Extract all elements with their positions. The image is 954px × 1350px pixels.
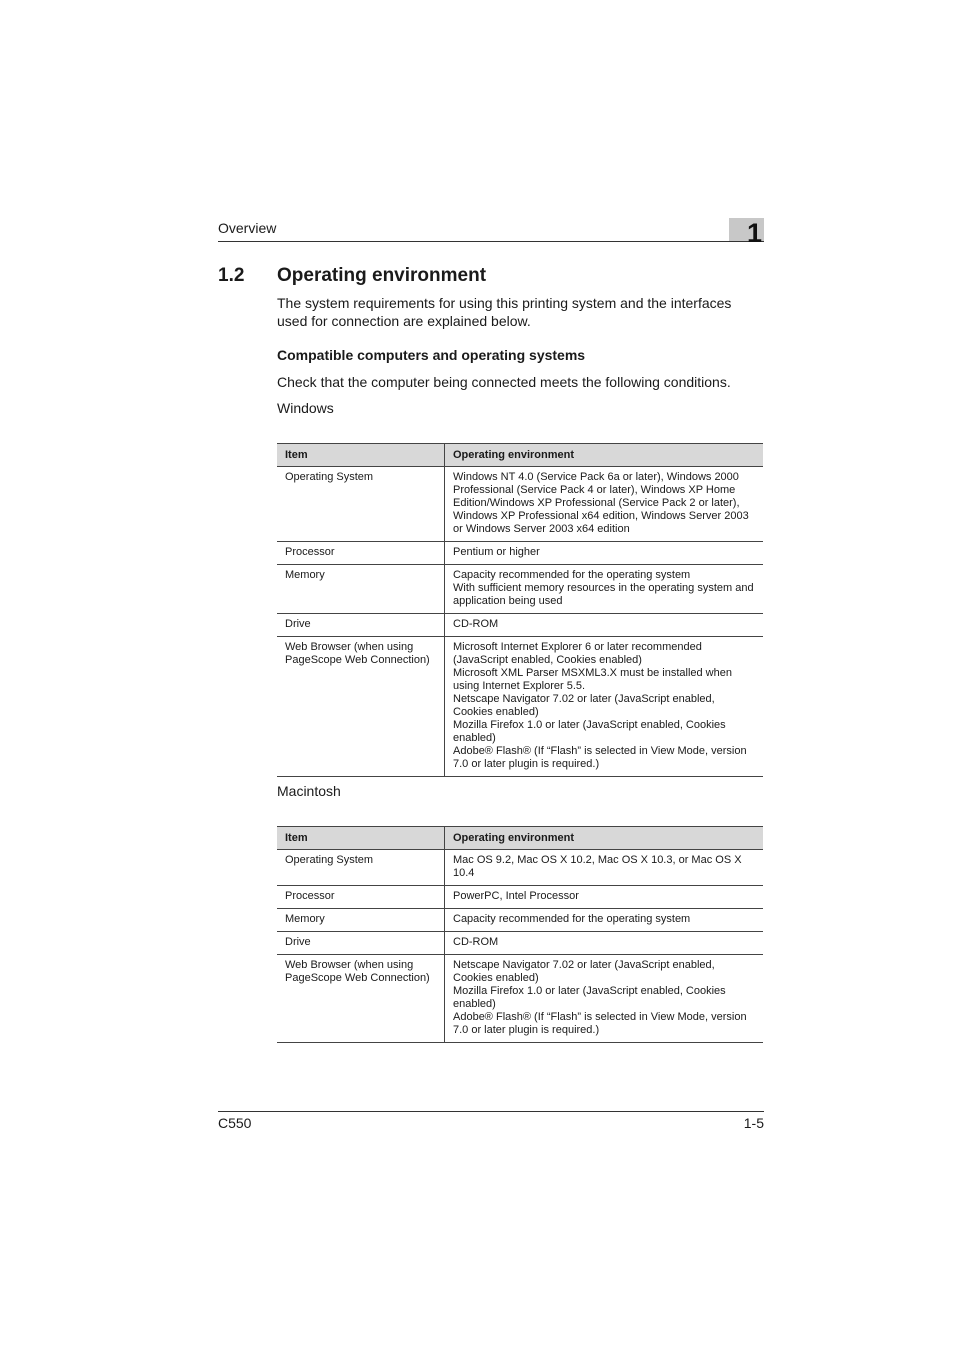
intro-paragraph: The system requirements for using this printing system and the interfaces used for connection are explained below. xyxy=(277,295,732,329)
table-header-row xyxy=(277,444,763,467)
environment-line: Microsoft Internet Explorer 6 or later recommended (JavaScript enabled, Cookies enabled) xyxy=(453,641,702,666)
environment-line: Pentium or higher xyxy=(453,546,540,558)
environment-cell xyxy=(445,955,764,1043)
environment-line: PowerPC, Intel Processor xyxy=(453,890,579,902)
item-cell: Web Browser (when using PageScope Web Connection) xyxy=(277,637,445,777)
macintosh-label: Macintosh xyxy=(277,783,341,799)
table-row xyxy=(277,886,763,909)
environment-line: Adobe® Flash® (If “Flash” is selected in View Mode, version 7.0 or later plugin is required.) xyxy=(453,745,747,770)
header-label: Overview xyxy=(218,220,277,236)
environment-cell xyxy=(445,614,764,637)
windows-label: Windows xyxy=(277,400,334,416)
environment-cell xyxy=(445,467,764,542)
table-row xyxy=(277,932,763,955)
windows-table xyxy=(277,443,763,777)
table-row xyxy=(277,637,763,777)
environment-line: Mozilla Firefox 1.0 or later (JavaScript enabled, Cookies enabled) xyxy=(453,985,726,1010)
environment-line: Mozilla Firefox 1.0 or later (JavaScript enabled, Cookies enabled) xyxy=(453,719,726,744)
item-cell: Processor xyxy=(277,542,445,565)
environment-line: CD-ROM xyxy=(453,936,499,948)
environment-cell xyxy=(445,886,764,909)
environment-cell xyxy=(445,850,764,886)
environment-cell xyxy=(445,909,764,932)
environment-cell xyxy=(445,565,764,614)
item-cell: Memory xyxy=(277,565,445,614)
item-cell: Drive xyxy=(277,932,445,955)
environment-cell xyxy=(445,932,764,955)
item-cell: Operating System xyxy=(277,850,445,886)
environment-line: With sufficient memory resources in the operating system and application being used xyxy=(453,582,754,607)
subsection-title: Compatible computers and operating systems xyxy=(277,347,586,363)
macintosh-table xyxy=(277,826,763,1043)
item-cell: Processor xyxy=(277,886,445,909)
footer-rule xyxy=(218,1111,764,1112)
table-row xyxy=(277,909,763,932)
table-header-row xyxy=(277,827,763,850)
column-header-environment: Operating environment xyxy=(445,827,764,850)
item-cell: Operating System xyxy=(277,467,445,542)
environment-line: Netscape Navigator 7.02 or later (JavaScript enabled, Cookies enabled) xyxy=(453,693,715,718)
table-row xyxy=(277,542,763,565)
table-row xyxy=(277,955,763,1043)
table-row xyxy=(277,467,763,542)
footer-page-number: 1-5 xyxy=(743,1115,764,1131)
table-row xyxy=(277,850,763,886)
column-header-item: Item xyxy=(277,444,445,467)
environment-line: Microsoft XML Parser MSXML3.X must be installed when using Internet Explorer 5.5. xyxy=(453,667,732,692)
environment-line: Netscape Navigator 7.02 or later (JavaScript enabled, Cookies enabled) xyxy=(453,959,715,984)
environment-line: Capacity recommended for the operating system xyxy=(453,569,691,581)
environment-cell xyxy=(445,637,764,777)
column-header-item: Item xyxy=(277,827,445,850)
chapter-number: 1 xyxy=(746,218,762,248)
check-paragraph: Check that the computer being connected meets the following conditions. xyxy=(277,374,731,390)
chapter-tab xyxy=(729,218,764,248)
environment-line: Adobe® Flash® (If “Flash” is selected in View Mode, version 7.0 or later plugin is required.) xyxy=(453,1011,747,1036)
environment-line: Mac OS 9.2, Mac OS X 10.2, Mac OS X 10.3, or Mac OS X 10.4 xyxy=(453,854,742,879)
environment-cell xyxy=(445,542,764,565)
environment-line: CD-ROM xyxy=(453,618,499,630)
table-row xyxy=(277,614,763,637)
environment-line: Windows NT 4.0 (Service Pack 6a or later), Windows 2000 Professional (Service Pack 4 or later), Windows XP Home Edition/Windows XP Professional (Service Pack 2 or later), Windows XP Professional x64 edition, Windows Server 2003 or Windows Server 2003 x64 edition xyxy=(453,471,749,535)
footer-model: C550 xyxy=(218,1115,252,1131)
item-cell: Web Browser (when using PageScope Web Connection) xyxy=(277,955,445,1043)
table-row xyxy=(277,565,763,614)
item-cell: Drive xyxy=(277,614,445,637)
item-cell: Memory xyxy=(277,909,445,932)
section-number: 1.2 xyxy=(218,265,245,286)
environment-line: Capacity recommended for the operating system xyxy=(453,913,691,925)
column-header-environment: Operating environment xyxy=(445,444,764,467)
section-title: Operating environment xyxy=(277,265,487,286)
header-rule xyxy=(218,241,764,242)
